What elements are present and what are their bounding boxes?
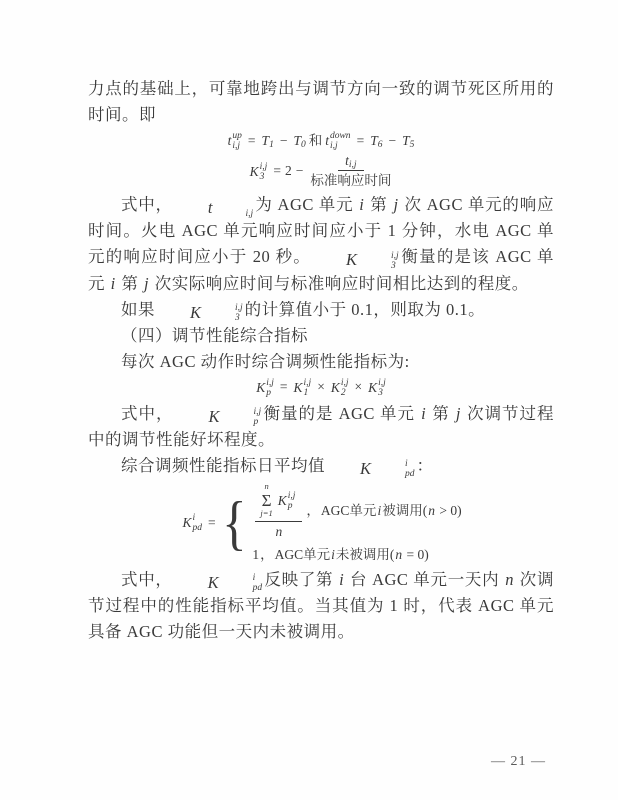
math-variable: K i,j p xyxy=(256,377,274,398)
equals-sign: = xyxy=(273,163,281,179)
math-variable: K i,j 3 xyxy=(368,377,386,398)
math-variable: T $_5$ xyxy=(402,133,415,151)
paragraph xyxy=(88,76,554,128)
text-segment: 反映了第 xyxy=(264,569,339,589)
text-segment: ： xyxy=(416,456,434,476)
equals-sign: = xyxy=(207,514,216,530)
paragraph xyxy=(88,401,554,453)
math-variable: t $_{i,j}$ xyxy=(207,198,254,220)
comma: ， xyxy=(260,546,274,562)
text-segment: 第 xyxy=(427,403,455,423)
math-variable: K i pd xyxy=(207,572,263,593)
text-segment: （四）调节性能综合指标 xyxy=(121,325,308,345)
text-segment: 台 AGC 单元一天内 xyxy=(345,569,505,589)
inline-variable: n xyxy=(505,569,514,589)
inline-variable: j xyxy=(455,403,461,423)
equals-sign: = xyxy=(356,132,365,148)
piecewise-cases xyxy=(220,482,462,563)
text-segment: 次调节过程中的性能指标平均值。当其值为 1 时，代表 AGC 单元具备 AGC 功能但一天内未被调用。 xyxy=(88,569,555,641)
formula-response-time xyxy=(88,131,554,151)
inline-variable: i xyxy=(110,273,116,293)
inline-variable: j xyxy=(393,195,399,215)
formula-kpd xyxy=(88,482,554,563)
math-variable: t up i,j xyxy=(227,131,242,151)
condition-text: AGC单元i被调用(n > 0) xyxy=(320,503,462,519)
text-segment: 式中， xyxy=(121,403,174,423)
text-segment: 次调节过程中的调节性能好坏程度。 xyxy=(88,403,555,450)
math-variable: K i,j 3 xyxy=(249,161,268,182)
times-sign: × xyxy=(354,379,363,395)
page-content xyxy=(88,76,554,645)
constant: 1 xyxy=(252,546,260,562)
minus-sign: − xyxy=(388,132,397,148)
math-variable: T $_6$ xyxy=(370,133,383,151)
section-heading xyxy=(88,323,554,349)
case-row-not-called xyxy=(252,547,428,564)
math-variable: K i,j 3 xyxy=(346,250,399,271)
text-segment: 综合调频性能指标日平均值 xyxy=(121,456,325,476)
inline-variable: i xyxy=(421,403,427,423)
math-variable: K i,j p xyxy=(208,406,262,428)
paragraph xyxy=(88,192,554,296)
text-segment: 第 xyxy=(365,195,393,215)
inline-variable: i xyxy=(359,195,365,215)
math-variable: t down i,j xyxy=(325,131,351,151)
times-sign: × xyxy=(317,379,325,395)
math-variable: K i pd xyxy=(182,513,202,534)
equals-sign: = xyxy=(247,132,256,148)
text-segment: 的计算值小于 0.1，则取为 0.1。 xyxy=(244,299,486,319)
math-variable: K i,j 1 xyxy=(293,377,312,398)
fraction: t $_{i,j}$ 标准响应时间 xyxy=(310,153,392,188)
summation-symbol: n Σ j=1 xyxy=(260,481,273,519)
condition-text: AGC单元i未被调用(n = 0) xyxy=(274,546,429,562)
paragraph xyxy=(88,453,554,479)
text-segment: 衡量的是 AGC 单元 xyxy=(263,403,421,423)
paragraph xyxy=(88,567,554,645)
math-variable: K i,j p xyxy=(277,490,296,511)
formula-k3 xyxy=(88,154,554,189)
math-variable: K i pd xyxy=(360,459,415,480)
text-segment: 式中， xyxy=(121,195,173,215)
paragraph xyxy=(88,297,554,323)
equals-sign: = xyxy=(279,379,288,395)
constant: 2 xyxy=(284,163,292,179)
case-row-called xyxy=(252,482,461,540)
fraction-denominator: 标准响应时间 xyxy=(310,172,392,188)
conjunction-text: 和 xyxy=(308,132,323,148)
comma: ， xyxy=(306,503,320,519)
math-variable: K i,j 3 xyxy=(190,302,243,323)
fraction-denominator: n xyxy=(275,523,283,539)
text-segment: 衡量的是该 AGC 单元 xyxy=(88,247,554,293)
minus-sign: − xyxy=(279,132,288,148)
math-variable: K i,j 2 xyxy=(330,377,349,398)
math-variable: T $_1$ xyxy=(261,133,274,151)
text-segment: 每次 AGC 动作时综合调频性能指标为: xyxy=(121,351,410,371)
text-segment: 第 xyxy=(116,273,143,293)
text-segment: 为 AGC 单元 xyxy=(255,195,359,215)
inline-variable: j xyxy=(143,273,150,293)
math-variable: T $_0$ xyxy=(293,133,306,151)
left-brace: { xyxy=(221,490,247,557)
text-segment: 如果 xyxy=(121,299,155,319)
page-number: — 21 — xyxy=(491,754,546,769)
text-segment: 式中， xyxy=(121,569,173,589)
inline-variable: i xyxy=(339,569,345,589)
minus-sign: − xyxy=(295,163,304,179)
text-segment: 次实际响应时间与标准响应时间相比达到的程度。 xyxy=(150,273,529,293)
text-segment: 力点的基础上，可靠地跨出与调节方向一致的调节死区所用的时间。即 xyxy=(88,79,554,124)
paragraph xyxy=(88,349,554,375)
formula-kp xyxy=(88,378,554,398)
fraction xyxy=(255,482,302,540)
text-segment: 次 AGC 单元的响应时间。火电 AGC 单元响应时间应小于 1 分钟，水电 AGC 单元的响应时间应小于 20 秒。 xyxy=(88,195,554,267)
